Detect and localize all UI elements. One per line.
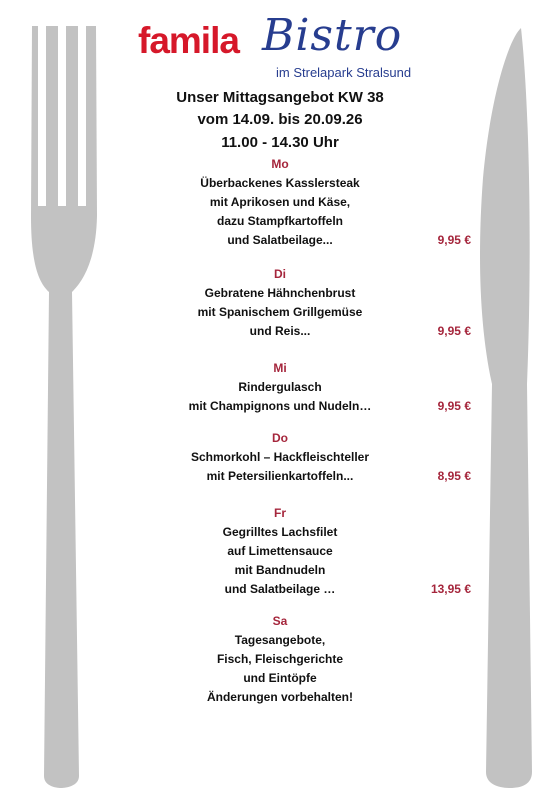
day-label-di: Di <box>274 267 286 281</box>
dish-line: Rindergulasch <box>238 380 322 394</box>
dish-line: Gebratene Hähnchenbrust <box>204 286 356 300</box>
disclaimer: Änderungen vorbehalten! <box>206 690 353 704</box>
price-mo: 9,95 € <box>437 233 471 247</box>
dish-line: und Eintöpfe <box>243 671 317 685</box>
dish-line: mit Aprikosen und Käse, <box>209 195 351 209</box>
day-label-fr: Fr <box>274 506 286 520</box>
day-label-mi: Mi <box>273 361 287 375</box>
dish-line: Schmorkohl – Hackfleischteller <box>190 450 370 464</box>
menu-hours: 11.00 - 14.30 Uhr <box>221 134 339 151</box>
dish-line: und Reis... <box>249 324 311 338</box>
dish-line: Überbackenes Kasslersteak <box>200 176 360 190</box>
dish-line: mit Petersilienkartoffeln... <box>206 469 354 483</box>
dish-line: dazu Stampfkartoffeln <box>216 214 343 228</box>
logo-subtitle: im Strelapark Stralsund <box>276 65 412 80</box>
price-di: 9,95 € <box>437 324 471 338</box>
dish-line: auf Limettensauce <box>227 544 333 558</box>
day-label-sa: Sa <box>272 614 288 628</box>
dish-line: mit Bandnudeln <box>234 563 326 577</box>
dish-line: Gegrilltes Lachsfilet <box>222 525 338 539</box>
dish-line: und Salatbeilage … <box>224 582 336 596</box>
dish-line: mit Champignons und Nudeln… <box>188 399 372 413</box>
dish-line: Tagesangebote, <box>234 633 326 647</box>
dish-line: mit Spanischem Grillgemüse <box>197 305 363 319</box>
dish-line: Fisch, Fleischgerichte <box>216 652 344 666</box>
price-mi: 9,95 € <box>437 399 471 413</box>
bistro-logo: Bistro <box>262 10 403 61</box>
day-label-mo: Mo <box>271 157 289 171</box>
menu-title: Unser Mittagsangebot KW 38 <box>176 89 384 106</box>
dish-line: und Salatbeilage... <box>227 233 333 247</box>
famila-logo: famila <box>138 20 239 61</box>
price-do: 8,95 € <box>437 469 471 483</box>
price-fr: 13,95 € <box>430 582 471 596</box>
menu-date-range: vom 14.09. bis 20.09.26 <box>197 111 363 128</box>
day-label-do: Do <box>272 431 288 445</box>
